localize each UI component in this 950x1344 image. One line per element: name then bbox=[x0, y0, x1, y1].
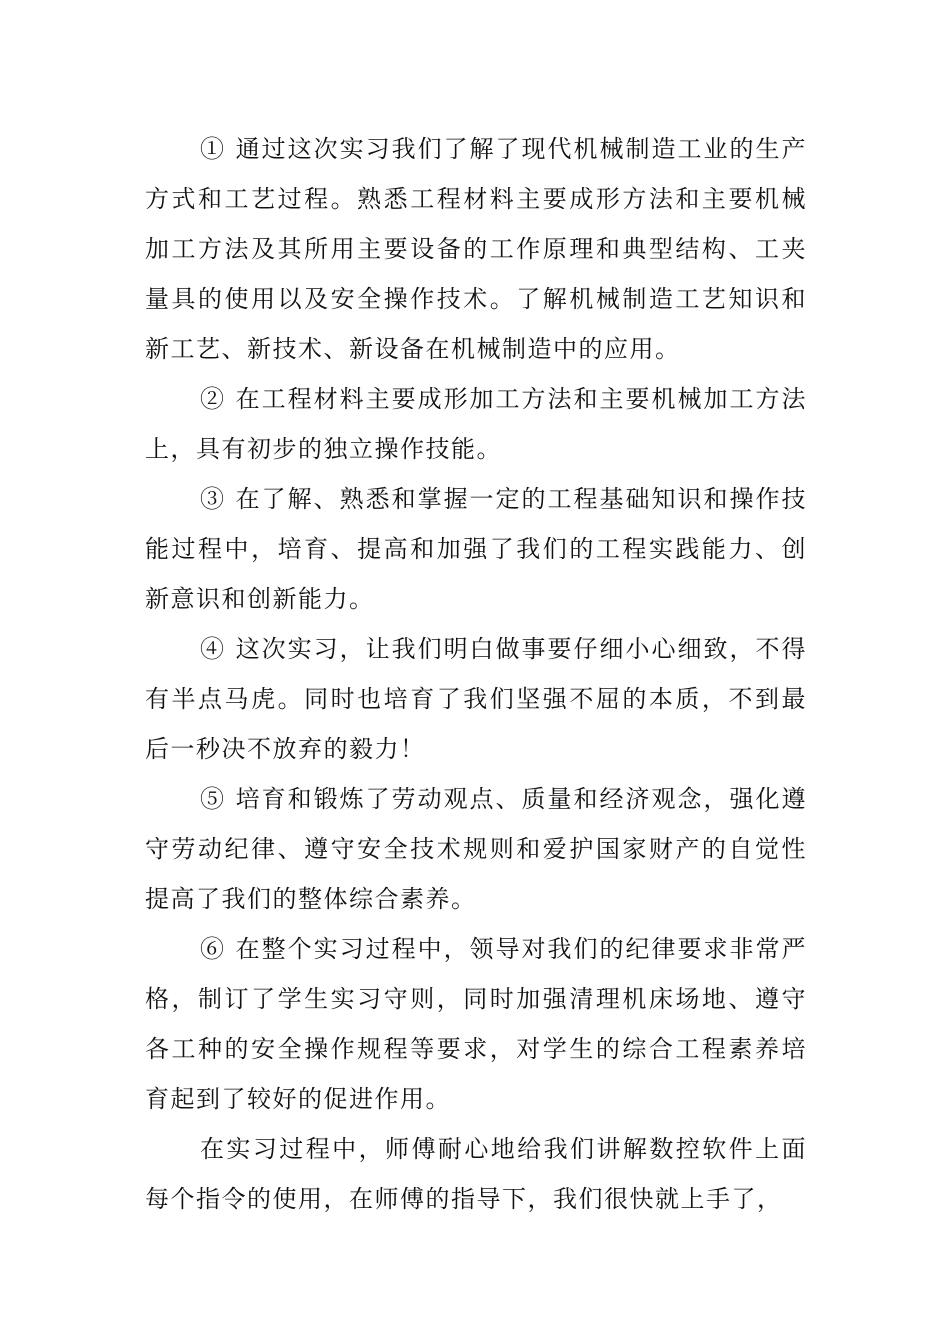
paragraph-1: ① 通过这次实习我们了解了现代机械制造工业的生产方式和工艺过程。熟悉工程材料主要成形方法和主要机械加工方法及其所用主要设备的工作原理和典型结构、工夹量具的使用以及安全操作技术。了解机械制造工艺知识和新工艺、新技术、新设备在机械制造中的应用。 bbox=[145, 135, 807, 363]
paragraph-2: ② 在工程材料主要成形加工方法和主要机械加工方法上，具有初步的独立操作技能。 bbox=[145, 385, 807, 463]
paragraph-5: ⑤ 培育和锻炼了劳动观点、质量和经济观念，强化遵守劳动纪律、遵守安全技术规则和爱护国家财产的自觉性提高了我们的整体综合素养。 bbox=[145, 785, 807, 913]
paragraph-7: 在实习过程中，师傅耐心地给我们讲解数控软件上面每个指令的使用，在师傅的指导下，我们很快就上手了， bbox=[145, 1135, 807, 1213]
paragraph-4: ④ 这次实习，让我们明白做事要仔细小心细致，不得有半点马虎。同时也培育了我们坚强不屈的本质，不到最后一秒决不放弃的毅力！ bbox=[145, 635, 807, 763]
paragraph-6: ⑥ 在整个实习过程中，领导对我们的纪律要求非常严格，制订了学生实习守则，同时加强清理机床场地、遵守各工种的安全操作规程等要求，对学生的综合工程素养培育起到了较好的促进作用。 bbox=[145, 935, 807, 1113]
paragraph-3: ③ 在了解、熟悉和掌握一定的工程基础知识和操作技能过程中，培育、提高和加强了我们的工程实践能力、创新意识和创新能力。 bbox=[145, 485, 807, 613]
document-page bbox=[145, 124, 807, 1224]
